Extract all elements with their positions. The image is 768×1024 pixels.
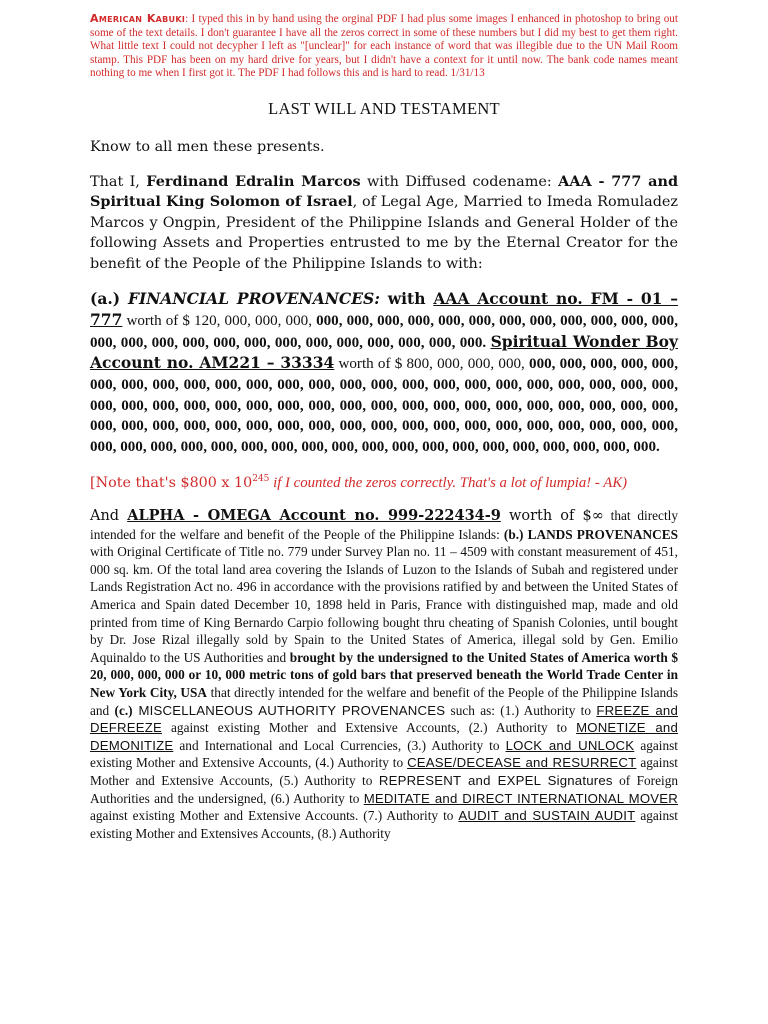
decl-text-1: That I, [90,173,147,190]
authority-2: MONETIZE and DEMONITIZE [90,720,678,753]
alpha-omega-worth: worth of $∞ [500,508,604,525]
declaration-paragraph [90,172,678,275]
account-2-worth-zeros: 000, 000, 000, 000, 000, 000, 000, 000, 000, 000, 000, 000, 000, 000, 000, 000, 000, 000, 000, 000, 000, 000, 000, 000, 000, 000, 000, 000, 000, 000, 000, 000, 000, 000, 000, 000, 000, 000, 000, 000, 000, 000, 000, 000, 000, 000, 000, 000, 000, 000, 000, 000, 000, 000, 000, 000, 000, 000, 000, 000, 000, 000, 000, 000, 000, 000, 000, 000, 000, 000, 000, 000, 000, 000, 000, 000, 000, 000, 000, 000, 000. [90,356,678,455]
body-paragraph [90,507,678,842]
body-text-11: against existing Mother and Extensives Accounts, (8.) Authority [90,808,678,841]
note-suffix: if I counted the zeros correctly. That's a lot of lumpia! - AK) [269,475,628,492]
body-text-10: against existing Mother and Extensive Accounts. (7.) Authority to [90,808,459,824]
alpha-omega-account: ALPHA - OMEGA Account no. 999-222434-9 [127,507,501,525]
editor-zeros-note [90,469,678,493]
note-prefix: [Note that's $800 x 10 [90,475,253,492]
account-1-name: AAA Account no. FM - 01 – 777 [90,288,679,330]
decl-text-2: with Diffused codename: [360,173,559,190]
declarant-codename: AAA - 777 and Spiritual King Solomon of Israel [90,172,679,211]
body-text-7: against existing Mother and Extensive Accounts, (4.) Authority to [90,737,678,771]
authority-5: REPRESENT and EXPEL Signatures [378,772,613,788]
account-2-worth-prefix: worth of $ 800, 000, 000, 000, [334,356,530,373]
intro-line: Know to all men these presents. [90,138,325,155]
account-1-worth-zeros: 000, 000, 000, 000, 000, 000, 000, 000, 000, 000, 000, 000, 000, 000, 000, 000, 000, 000, 000, 000, 000, 000, 000, 000, 000. [90,313,678,351]
editor-brand: American Kabuki [90,12,186,25]
note-exponent: 245 [252,474,270,485]
account-1-worth-prefix: worth of $ 120, 000, 000, 000, [122,313,317,330]
document-title: LAST WILL AND TESTAMENT [268,98,500,118]
authority-3: LOCK and UNLOCK [505,737,635,753]
authority-6: MEDITATE and DIRECT INTERNATIONAL MOVER [363,790,678,806]
lands-provenances-heading: (b.) LANDS PROVENANCES [503,526,679,542]
decl-text-3: , of Legal Age, Married to Imeda Romuladez Marcos y Ongpin, President of the Philippine Islands and General Holder of the following Assets and Properties entrusted to me by the Eternal Creator for the benefit of the People of the Philippine Islands to with: [90,194,679,272]
authority-4: CEASE/DECEASE and RESURRECT [407,755,637,771]
account-2-name: Spiritual Wonder Boy Account no. AM221 – 33334 [90,331,678,373]
misc-provenances-heading: MISCELLANEOUS AUTHORITY PROVENANCES [132,702,446,718]
and-word: And [90,508,128,525]
declarant-name: Ferdinand Edralin Marcos [146,172,361,190]
section-c-label: (c.) [114,702,133,718]
authority-7: AUDIT and SUSTAIN AUDIT [458,808,636,824]
authority-1: FREEZE and DEFREEZE [90,702,678,736]
body-text-5: against existing Mother and Extensive Accounts, (2.) Authority to [161,720,577,736]
body-text-1: that directly intended for the welfare and benefit of the People of the Philippine Islands: [90,508,678,542]
financial-provenances-heading: FINANCIAL PROVENANCES: [127,288,380,308]
editor-note-text: : I typed this in by hand using the orginal PDF I had plus some images I enhanced in photoshop to bring out some of the text details. I don't guarantee I have all the zeros correct in some of these numbers but I did my best to get them right. What little text I could not decypher I left as "[unclear]" for each instance of word that was illegible due to the UN Mail Room stamp. This PDF has been on my hard drive for years, but I didn't have a context for it until now. The bank code names meant nothing to me when I first got it. The PDF I had follows this and is hard to read. 1/31/13 [90,13,679,80]
section-a-label: (a.) [90,288,128,308]
body-text-9: of Foreign Authorities and the undersigned, (6.) Authority to [90,772,679,806]
body-text-3: that directly intended for the welfare and benefit of the People of the Philippine Islands and [90,684,679,718]
body-text-4: such as: (1.) Authority to [445,702,597,718]
body-text-6: and International and Local Currencies, (3.) Authority to [173,737,506,753]
with-word: with [379,288,434,308]
gold-bars-statement: brought by the undersigned to the United States of America worth $ 20, 000, 000, 000 or 10, 000 metric tons of gold bars that preserved beneath the World Trade Center in New York City, USA [90,649,678,700]
body-text-2: with Original Certificate of Title no. 779 under Survey Plan no. 11 – 4509 with constant measurement of 451, 000 sq. km. Of the total land area covering the Islands of Luzon to the Islands of Subah and registered under Lands Registration Act no. 496 in accordance with the provisions ratified by and between the United States of America and Spain dated December 10, 1898 held in Paris, France with distinguished map, made and old printed from time of King Bernardo Carpio following bought thru cheating of Spanish Colonies, until bought by Dr. Jose Rizal illegally sold by Spain to the United States of America, illegal sold by Gen. Emilio Aquinaldo to the US Authorities and [90,544,678,665]
financial-provenances-paragraph [90,289,678,458]
body-text-8: against Mother and Extensive Accounts, (5.) Authority to [90,755,678,788]
editor-note [90,12,678,81]
